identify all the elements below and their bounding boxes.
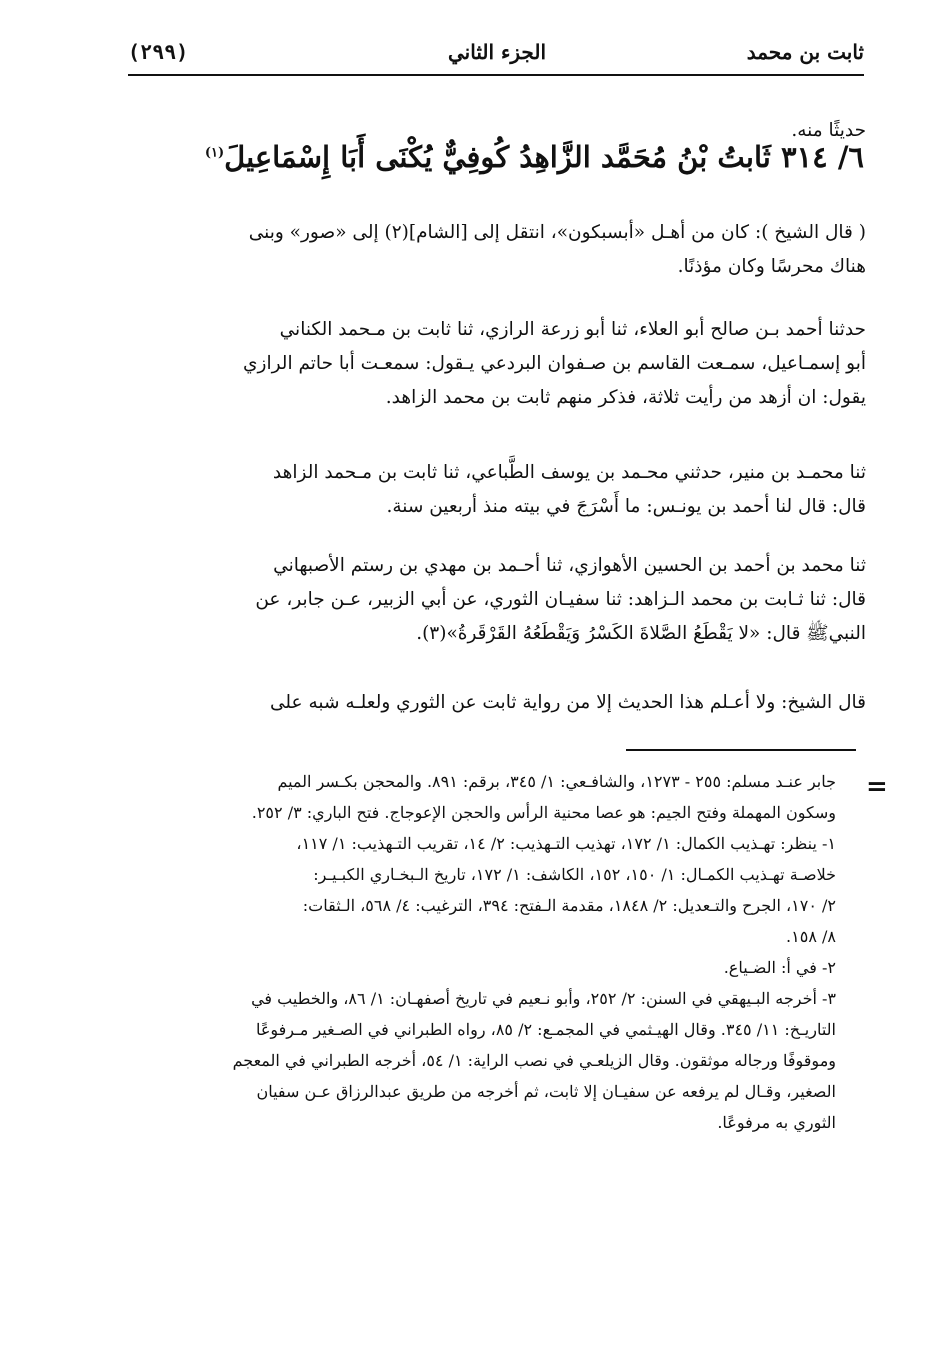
- body-line: ( قال الشيخ ): كان من أهـل «أبسبكون»، انتقل إلى [الشام](٢) إلى «صور» وبنى: [248, 222, 866, 243]
- paragraph-3: [130, 456, 866, 524]
- page-number: (٢٩٩): [128, 40, 189, 64]
- footnote-line: وسكون المهملة وفتح الجيم: هو عصا محنية الرأس والحجن الإعوجاج. فتح الباري: ٣/ ٢٥٢.: [251, 803, 836, 822]
- footnote-line: خلاصـة تهـذيب الكمـال: ١/ ١٥٠، ١٥٢، الكاشف: ١/ ١٧٢، تاريخ الـبخـاري الكبـيـر:: [313, 865, 836, 884]
- continuation-mark: =: [866, 772, 888, 802]
- footnote-line: ٣- أخرجه البـيهقي في السنن: ٢/ ٢٥٢، وأبو نـعيم في تاريخ أصفهـان: ١/ ٨٦، والخطيب في: [251, 989, 836, 1008]
- paragraph-1: [130, 216, 866, 284]
- entry-title: [130, 140, 864, 174]
- body-line: حدثنا أحمد بـن صالح أبو العلاء، ثنا أبو زرعة الرازي، ثنا ثابت بن مـحمد الكناني: [279, 319, 866, 340]
- body-line: يقول: ان أزهد من رأيت ثلاثة، فذكر منهم ثابت بن محمد الزاهد.: [385, 387, 866, 408]
- body-line: النبيﷺ قال: «لا يَقْطَعُ الصَّلاةَ الكَسْرُ وَيَقْطَعُهُ القَرْقَرةُ»(٣).: [416, 623, 866, 644]
- entry-title-text: ٦/ ٣١٤ ثَابتُ بْنُ مُحَمَّد الزَّاهِدُ كُوفِيٌّ يُكْنَى أَبَا إِسْمَاعِيلَ: [224, 140, 864, 174]
- footnote-line: التاريـخ: ١١/ ٣٤٥. وقال الهيـثمي في المجمـع: ٢/ ٨٥، رواه الطبراني في الصـغير مـرفوعًا: [255, 1020, 836, 1039]
- footnote-line: الصغير، وقـال لم يرفعه عن سفيـان إلا ثابت، ثم أخرجه من طريق عبدالرزاق عـن سفيان: [256, 1082, 836, 1101]
- footnotes-block: [130, 766, 836, 1138]
- paragraph-5: [130, 686, 866, 720]
- footnote-line: وموقوفًا ورجاله موثقون. وقال الزيلعـي في نصب الراية: ١/ ٥٤، أخرجه الطبراني في المعجم: [232, 1051, 836, 1070]
- header-rule: [128, 74, 864, 76]
- body-line: ثنا محمد بن أحمد بن الحسين الأهوازي، ثنا أحـمد بن مهدي بن رستم الأصبهاني: [273, 555, 866, 576]
- running-head-name: ثابت بن محمد: [746, 40, 864, 64]
- paragraph-4: [130, 549, 866, 651]
- footnote-line: ٢- في أ: الضـياع.: [723, 958, 836, 977]
- footnote-line: ٨/ ١٥٨.: [786, 927, 836, 946]
- footnote-line: ٢/ ١٧٠، الجرح والتـعديل: ٢/ ١٨٤٨، مقدمة الـفتح: ٣٩٤، الترغيب: ٤/ ٥٦٨، الـثقات:: [302, 896, 836, 915]
- footnote-rule: [626, 749, 856, 751]
- footnote-line: جابر عنـد مسلم: ٢٥٥ - ١٢٧٣، والشافـعي: ١/ ٣٤٥، برقم: ٨٩١. والمحجن بكـسر الميم: [277, 772, 836, 791]
- body-line: ثنا محمـد بن منير، حدثني محـمد بن يوسف الطَّباعي، ثنا ثابت بن مـحمد الزاهد: [272, 462, 866, 483]
- body-line: أبو إسمـاعيل، سمـعت القاسم بن صـفوان البردعي يـقول: سمعـت أبا حاتم الرازي: [243, 353, 866, 374]
- paragraph-2: [130, 313, 866, 415]
- footnote-line: ١- ينظر: تهـذيب الكمال: ١/ ١٧٢، تهذيب التـهذيب: ٢/ ١٤، تقريب التـهذيب: ١/ ١١٧،: [296, 834, 836, 853]
- footnote-ref-1: (١): [204, 145, 225, 161]
- body-line: حديثًا منه.: [791, 120, 866, 141]
- footnote-line: الثوري به مرفوعًا.: [717, 1113, 836, 1132]
- body-line: قال: قال لنا أحمد بن يونـس: ما أَسْرَجَ في بيته منذ أربعين سنة.: [386, 496, 866, 517]
- page-header: [128, 38, 864, 78]
- body-line: قال: ثنا ثـابت بن محمد الـزاهد: ثنا سفيـان الثوري، عن أبي الزبير، عـن جابر، عن: [255, 589, 866, 610]
- running-head-volume: الجزء الثاني: [448, 40, 546, 64]
- body-line: هناك محرسًا وكان مؤذنًا.: [677, 256, 866, 277]
- body-line: قال الشيخ: ولا أعـلم هذا الحديث إلا من رواية ثابت عن الثوري ولعلـه شبه على: [269, 692, 866, 713]
